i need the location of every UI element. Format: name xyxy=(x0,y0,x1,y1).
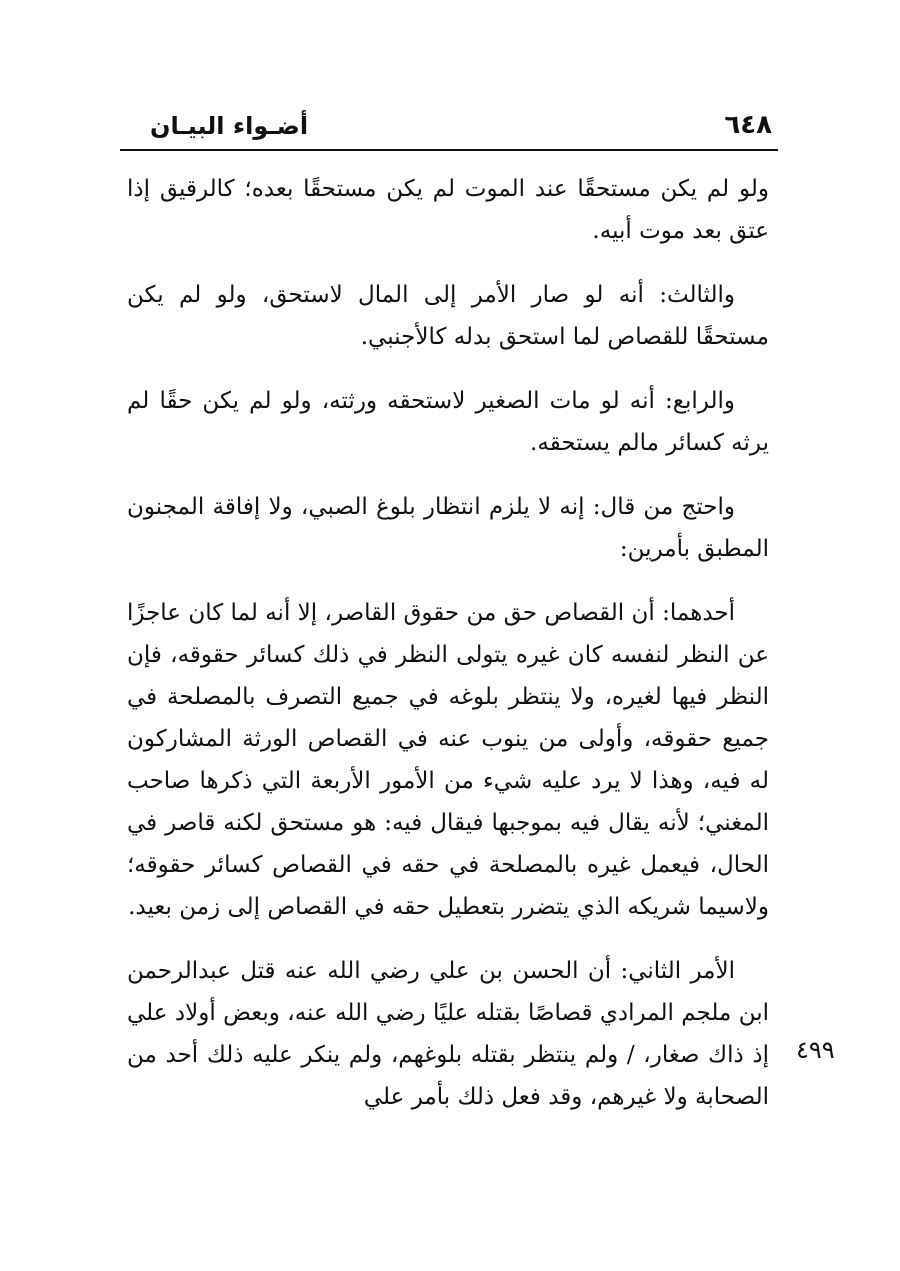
paragraph: واحتج من قال: إنه لا يلزم انتظار بلوغ الصبي، ولا إفاقة المجنون المطبق بأمرين: xyxy=(127,494,769,562)
header-divider xyxy=(120,149,778,151)
paragraph: الأمر الثاني: أن الحسن بن علي رضي الله عنه قتل عبدالرحمن ابن ملجم المرادي قصاصًا بقتله عليًا رضي الله عنه، وبعض أولاد علي إذ ذاك صغار، / ولم ينتظر بقتله بلوغهم، ولم ينكر عليه ذلك أحد من الصحابة ولا غيرهم، وقد فعل ذلك بأمر علي xyxy=(127,958,769,1110)
page-number: ٦٤٨ xyxy=(724,110,772,140)
body-text xyxy=(127,168,769,1140)
paragraph: والرابع: أنه لو مات الصغير لاستحقه ورثته، ولو لم يكن حقًا لم يرثه كسائر مالم يستحقه. xyxy=(127,388,769,456)
paragraph: ولو لم يكن مستحقًا عند الموت لم يكن مستحقًا بعده؛ كالرقيق إذا عتق بعد موت أبيه. xyxy=(127,176,769,244)
paragraph: والثالث: أنه لو صار الأمر إلى المال لاستحق، ولو لم يكن مستحقًا للقصاص لما استحق بدله كالأجنبي. xyxy=(127,282,769,350)
paragraph: أحدهما: أن القصاص حق من حقوق القاصر، إلا أنه لما كان عاجزًا عن النظر لنفسه كان غيره يتولى النظر في ذلك كسائر حقوقه، فإن النظر فيها لغيره، ولا ينتظر بلوغه في جميع التصرف بالمصلحة في جميع حقوقه، وأولى من ينوب عنه في القصاص الورثة المشاركون له فيه، وهذا لا يرد عليه شيء من الأمور الأربعة التي ذكرها صاحب المغني؛ لأنه يقال فيه بموجبها فيقال فيه: هو مستحق لكنه قاصر في الحال، فيعمل غيره بالمصلحة في حقه في القصاص كسائر حقوقه؛ ولاسيما شريكه الذي يتضرر بتعطيل حقه في القصاص إلى زمن بعيد. xyxy=(127,600,769,920)
running-title: أضـواء البيـان xyxy=(150,112,309,140)
margin-page-reference: ٤٩٩ xyxy=(796,1036,835,1064)
page-header xyxy=(120,104,778,148)
